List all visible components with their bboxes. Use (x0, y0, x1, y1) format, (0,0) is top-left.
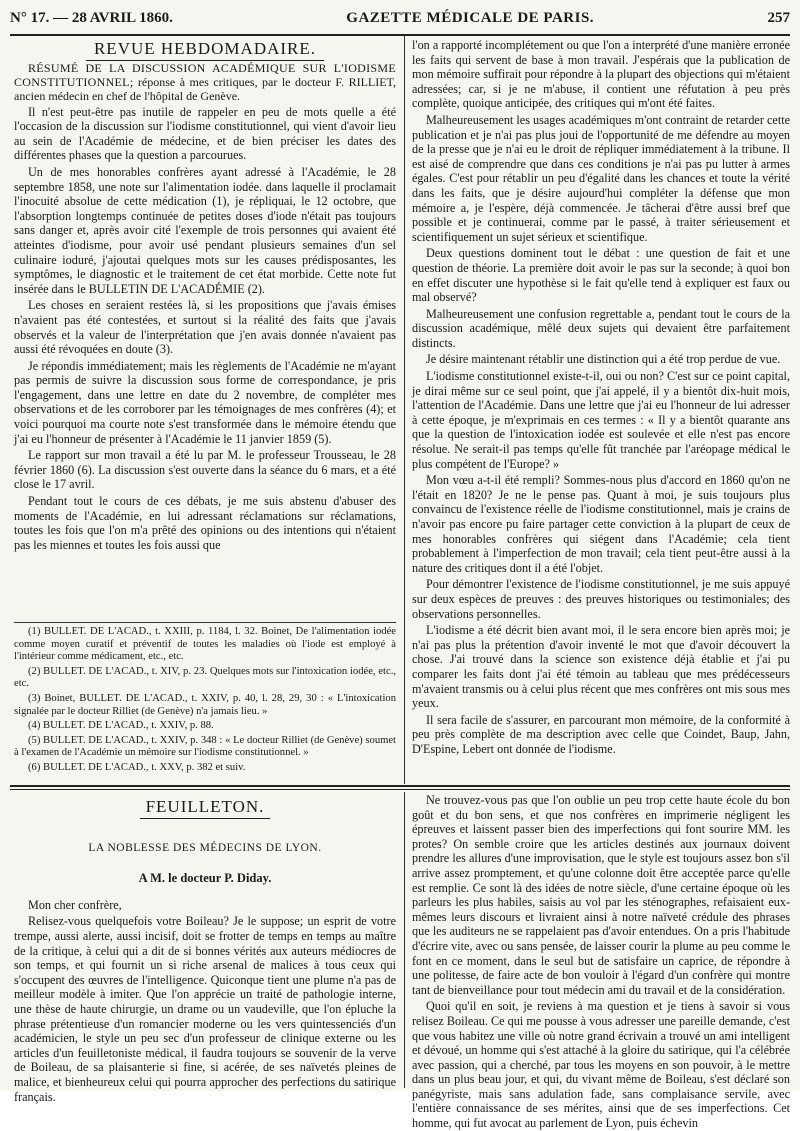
revue-paragraph: Je désire maintenant rétablir une distinction qui a été trop perdue de vue. (426, 352, 781, 367)
feuilleton-salutation: Mon cher confrère, (28, 897, 122, 912)
revue-paragraph: Le rapport sur mon travail a été lu par M. le professeur Trousseau, le 28 février 1860 (6). La discussion s'est ouverte dans la séance du 6 mars, et a été close le 17 avril. (14, 448, 396, 492)
revue-paragraph: L'iodisme a été décrit bien avant moi, il le sera encore bien après moi; je n'ai pas plus la prétention d'avoir inventé le mot que d'avoir découvert la chose. J'ai trouvé dans la science son existence déjà établie et j'ai pu comparer les faits dont j'ai été témoin au tableau que mes prédécesseurs m'avaient transmis ou à celui plus récent que mes confrères ont mis sous mes yeux. (412, 623, 790, 711)
revue-paragraph: Pour démontrer l'existence de l'iodisme constitutionnel, je me suis appuyé sur deux espèces de preuves : des preuves historiques ou testimoniales; des observations personnelles. (412, 577, 790, 621)
revue-paragraph: Je répondis immédiatement; mais les règlements de l'Académie ne m'ayant pas permis de suivre la discussion sous forme de correspondance, je pris l'engagement, dans une lettre en date du 2 novembre, de compléter mes observations et de les corroborer par les témoignages de mes confrères (4); et voici pourquoi ma courte note s'est transformée dans le mémoire étendu que j'ai eu l'honneur de présenter à l'Académie le 11 janvier 1859 (5). (14, 358, 396, 446)
revue-paragraph: L'iodisme constitutionnel existe-t-il, oui ou non? C'est sur ce point capital, je dirai même sur ce seul point, que j'ai appelé, il y a bientôt dix-huit mois, l'attention de l'Académie. Dans une lettre que j'ai eu l'honneur de lui adresser à cette époque, je m'exprimais en ces termes : « Il y a bientôt quarante ans que la question de l'intoxication iodée est soulevée et elle n'est pas encore résolue. Ne serait-il pas temps qu'elle fût tranchée par l'aréopage médical le plus compétent de l'Europe? » (412, 369, 790, 471)
revue-paragraph: Deux questions dominent tout le débat : une question de fait et une question de théorie. La première doit avoir le pas sur la seconde; à quoi bon en effet discuter une hypothèse si le fait qu'elle tend à expliquer est faux ou mal observé? (412, 246, 790, 305)
revue-paragraph: Mon vœu a-t-il été rempli? Sommes-nous plus d'accord en 1860 qu'on ne l'était en 1820? Je ne le pense pas. Quant à moi, je suis toujours plus convaincu de l'existence réelle de l'iodisme constitutionnel, mais je crains de n'avoir pas encore pu faire partager cette conviction à la plupart de ceux de mes honorables confrères qui siégent dans l'Académie; cela tient probablement à l'imperfection de mon travail; cela tient peut-être aussi à la nature des critiques dont il a été l'objet. (412, 473, 790, 575)
revue-footnotes (14, 626, 396, 782)
masthead (10, 10, 790, 32)
issue-number: N° 17. — 28 AVRIL 1860. (10, 10, 173, 26)
revue-paragraph: Il n'est peut-être pas inutile de rappeler en peu de mots quelle a été l'occasion de la discussion sur l'iodisme constitutionnel, qui vient d'avoir lieu au sein de l'Académie de médecine, et de bien préciser les dates des différentes phases que la question a parcourues. (14, 104, 396, 163)
feuilleton-dedication: A M. le docteur P. Diday. (138, 871, 272, 886)
footnote-rule (14, 622, 396, 623)
masthead-rule (10, 34, 790, 36)
revue-title: REVUE HEBDOMADAIRE. (14, 42, 396, 57)
feuilleton-paragraph: Quoi qu'il en soit, je reviens à ma question et je tiens à savoir si vous relisez Boileau. Ce qui me pousse à vous adresser une pareille demande, c'est que vous habitez une ville où notre grand écrivain a trouvé un ami intelligent et dévoué, un homme qui s'est attaché à la gloire du satirique, qui l'a célébrée avec passion, qui a cherché, par tous les moyens en son pouvoir, à le mettre dans un plus beau jour, et qui, du vivant même de Boileau, s'est déclaré son panégyriste, mais sans adulation fade, sans complaisance servile, avec l'entière connaissance de ses mérites, ainsi que de ses imperfections. Cet homme, qui fut avocat au parlement de Lyon, puis échevin (412, 999, 790, 1131)
column-divider-bottom (404, 792, 405, 1088)
footnote: (6) BULLET. DE L'ACAD., t. XXV, p. 382 et suiv. (28, 761, 246, 773)
page-number: 257 (767, 10, 790, 26)
revue-paragraph: Les choses en seraient restées là, si les propositions que j'avais émises n'avaient pas été contestées, et surtout si la réalité des faits que j'avais observés et la valeur de l'interprétation que j'en avais donnée n'avaient pas aussi été révoquées en doute (3). (14, 298, 396, 357)
revue-right-column (412, 38, 790, 782)
revue-paragraph: Malheureusement les usages académiques m'ont contraint de retarder cette publication et je n'ai pas plus joui de l'opportunité de me défendre au moyen de la presse que je n'ai eu le droit de répliquer immédiatement à la tribune. Il est aisé de comprendre que dans ces conditions je n'ai pas pu lutter à armes égales. C'est pour rétablir un peu d'égalité dans les chances et toute la vérité dans les faits, que je désire aujourd'hui compléter la défense que mon mémoire a, je l'espère, déjà commencée. Je tâcherai d'être aussi bref que possible et je continuerai, comme par le passé, à traiter sérieusement et scientifiquement un sujet sérieux et scientifique. (412, 112, 790, 244)
footnote: (4) BULLET. DE L'ACAD., t. XXIV, p. 88. (28, 720, 214, 732)
column-divider-top (404, 36, 405, 784)
feuilleton-rule (10, 785, 790, 787)
journal-title: GAZETTE MÉDICALE DE PARIS. (346, 10, 595, 26)
revue-paragraph: Pendant tout le cours de ces débats, je me suis abstenu d'abuser des moments de l'Académie, en lui adressant réclamations sur réclamations, toutes les fois que l'on m'a prêté des opinions ou des intentions qui n'étaient pas les miennes et toutes les fois aussi que (14, 494, 396, 552)
footnote: (1) BULLET. DE L'ACAD., t. XXIII, p. 1184, l. 32. Boinet, De l'alimentation iodée comme moyen curatif et préventif de toutes les maladies où l'iode est employé à l'intérieur comme médicament, etc., etc. (14, 626, 396, 663)
feuilleton-title: FEUILLETON. (14, 800, 396, 815)
footnote: (2) BULLET. DE L'ACAD., t. XIV, p. 23. Quelques mots sur l'intoxication iodée, etc., etc. (14, 665, 396, 690)
revue-paragraph: l'on a rapporté incomplétement ou que l'on a interprété d'une manière erronée les faits qui servent de base à mon travail. J'espérais que la publication de mon mémoire suffirait pour répondre à la plupart des objections qui m'étaient adressées; car, si je ne m'abuse, il contient une réfutation à peu près complète, quoique anticipée, des critiques qui m'ont été faites. (412, 38, 790, 111)
footnote: (3) Boinet, BULLET. DE L'ACAD., t. XXIV, p. 40, l. 28, 29, 30 : « L'intoxication signalée par le docteur Rilliet (de Genève) n'a jamais lieu. » (14, 692, 396, 717)
feuilleton-paragraph: Ne trouvez-vous pas que l'on oublie un peu trop cette haute école du bon goût et du bon sens, et que nos confrères en imprimerie négligent les épreuves et laissent passer bien des imperfections qui font sourire MM. les protes? On semble croire que les articles destinés aux journaux doivent prendre les allures d'une improvisation, que le style est toujours assez bon s'il arrive assez promptement, et qu'une colonne doit être acceptée parce qu'elle est remplie. Ce sont là des idées de notre siècle, d'une certaine époque où les parleurs les plus habiles, saisis au vol par les sténographes, refaisaient eux-mêmes leurs discours et livraient ainsi à notre naïveté crédule des phrases que les auditeurs ne se rappelaient pas d'avoir entendues. On a pris l'habitude d'écrire vite, avec ou sans pensée, de laisser courir la plume au peu comme le font en ce moment, dans le seul but de satisfaire un caprice, de répondre à une politesse, de faire acte de bon vouloir à l'égard d'un confrère qui montre tant de bienveillance pour tout médecin ami du travail et de la considération. (412, 793, 790, 997)
revue-summary: RÉSUMÉ DE LA DISCUSSION ACADÉMIQUE SUR L'IODISME CONSTITUTIONNEL; réponse à mes critiques, par le docteur F. RILLIET, ancien médecin en chef de l'hôpital de Genève. (14, 60, 397, 103)
feuilleton-right-column (412, 793, 790, 1131)
feuilleton-left-column (14, 796, 396, 1104)
feuilleton-subhead: LA NOBLESSE DES MÉDECINS DE LYON. (88, 841, 322, 854)
revue-paragraph: Malheureusement une confusion regrettable a, pendant tout le cours de la discussion académique, mêlé deux sujets qui devaient être parfaitement distincts. (412, 306, 790, 350)
feuilleton-rule-thin (10, 789, 790, 790)
revue-paragraph: Il sera facile de s'assurer, en parcourant mon mémoire, de la conformité à peu près complète de ma description avec celle que Coindet, Baup, Jahn, D'Espine, Lebert ont donnée de l'iodisme. (412, 712, 790, 756)
revue-left-column (14, 38, 396, 620)
revue-paragraph: Un de mes honorables confrères ayant adressé à l'Académie, le 28 septembre 1858, une note sur l'alimentation iodée. dans laquelle il proclamait l'inocuité absolue de cette médication (1), je répliquai, le 12 octobre, que l'absorption longtemps continuée de petites doses d'iode n'était pas toujours sans danger et, après avoir cité l'exemple de trois personnes qui avaient été atteintes d'iodisme, pour avoir usé pendant plusieurs semaines d'un sel culinaire ioduré, j'ajoutai quelques mots sur les causes prédisposantes, les symptômes, le diagnostic et le traitement de cet état morbide. Cette note fut insérée dans le BULLETIN DE L'ACADÉMIE (2). (14, 164, 396, 296)
feuilleton-paragraph: Relisez-vous quelquefois votre Boileau? Je le suppose; un esprit de votre trempe, aussi alerte, aussi incisif, doit se frotter de temps en temps au maître de la critique, à celui qui a dit de si bonnes vérités aux auteurs médiocres de son temps, et qui fournit un si riche arsenal de malices à tous ceux qui s'occupent des œuvres de l'intelligence. Quiconque tient une plume n'a pas de meilleur modèle à imiter. Que l'on apprécie un traité de pathologie interne, une thèse de haute chirurgie, un drame ou un vaudeville, que l'on épluche la phrase prétentieuse d'un romancier moderne ou les vers quintessenciés d'un académicien, le style un peu sec d'un professeur de clinique externe ou les articles d'un feuilletoniste médical, il faudra toujours se souvenir de la verve de Boileau, de sa plaisanterie si fine, si acérée, de ses naïvetés pleines de malice, et bienheureux celui qui pourra approcher des perfections du satirique français. (14, 914, 396, 1104)
footnote: (5) BULLET. DE L'ACAD., t. XXIV, p. 348 : « Le docteur Rilliet (de Genève) soumet à l'examen de l'Académie un mémoire sur l'iodisme constitutionnel. » (14, 734, 396, 759)
